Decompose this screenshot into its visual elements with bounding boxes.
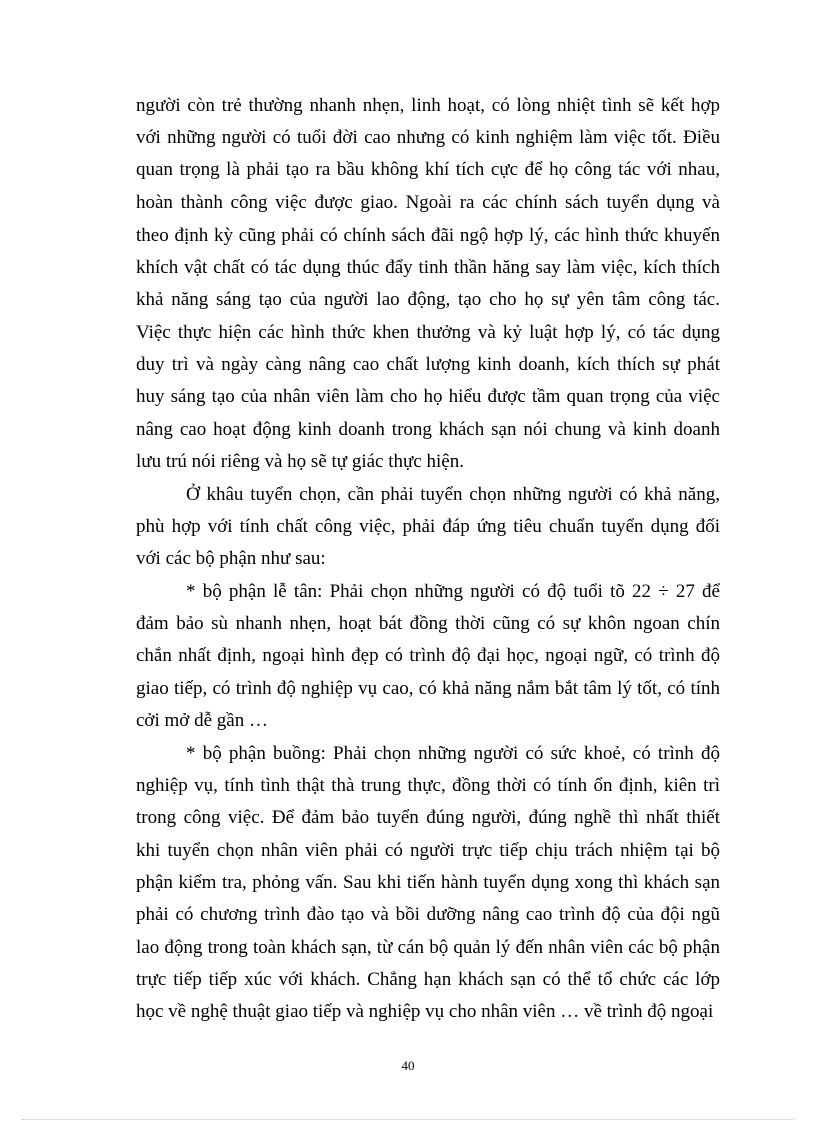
text-line: phải có chương trình đào tạo và bồi dưỡng nâng cao trình độ của đội ngũ (136, 904, 720, 925)
text-line: cởi mở dễ gần … (136, 710, 268, 731)
text-line: đảm bảo sù nhanh nhẹn, hoạt bát đồng thời cũng có sự khôn ngoan chín (136, 613, 720, 634)
text-line: với các bộ phận như sau: (136, 548, 326, 569)
text-line: trong công việc. Để đảm bảo tuyển đúng người, đúng nghề thì nhất thiết (136, 807, 720, 828)
text-line: khi tuyển chọn nhân viên phải có người trực tiếp chịu trách nhiệm tại bộ (136, 840, 720, 861)
text-line: * bộ phận buồng: Phải chọn những người có sức khoẻ, có trình độ (186, 743, 720, 764)
page-bottom-border (22, 1119, 794, 1120)
text-line: chắn nhất định, ngoại hình đẹp có trình độ đại học, ngoại ngữ, có trình độ (136, 645, 720, 666)
text-line: * bộ phận lễ tân: Phải chọn những người có độ tuổi tõ 22 ÷ 27 để (186, 581, 720, 602)
text-line: với những người có tuổi đời cao nhưng có kinh nghiệm làm việc tốt. Điều (136, 127, 720, 148)
text-line: theo định kỳ cũng phải có chính sách đãi ngộ hợp lý, các hình thức khuyến (136, 225, 720, 246)
text-line: hoàn thành công việc được giao. Ngoài ra các chính sách tuyển dụng và (136, 192, 720, 213)
text-line: lao động trong toàn khách sạn, từ cán bộ quản lý đến nhân viên các bộ phận (136, 937, 720, 958)
text-line: nâng cao hoạt động kinh doanh trong khách sạn nói chung và kinh doanh (136, 419, 720, 440)
text-line: phù hợp với tính chất công việc, phải đáp ứng tiêu chuẩn tuyển dụng đối (136, 516, 720, 537)
text-line: Việc thực hiện các hình thức khen thưởng và kỷ luật hợp lý, có tác dụng (136, 322, 720, 343)
text-line: khích vật chất có tác dụng thúc đẩy tinh thần hăng say làm việc, kích thích (136, 257, 720, 278)
text-line: nghiệp vụ, tính tình thật thà trung thực, đồng thời có tính ổn định, kiên trì (136, 775, 720, 796)
text-line: duy trì và ngày càng nâng cao chất lượng kinh doanh, kích thích sự phát (136, 354, 720, 375)
text-line: phận kiểm tra, phỏng vấn. Sau khi tiến hành tuyển dụng xong thì khách sạn (136, 872, 720, 893)
text-line: trực tiếp tiếp xúc với khách. Chẳng hạn khách sạn có thể tổ chức các lớp (136, 969, 720, 990)
page-number: 40 (401, 1058, 415, 1073)
text-line: người còn trẻ thường nhanh nhẹn, linh hoạt, có lòng nhiệt tình sẽ kết hợp (136, 95, 720, 116)
text-line: lưu trú nói riêng và họ sẽ tự giác thực hiện. (136, 451, 464, 472)
text-line: quan trọng là phải tạo ra bầu không khí tích cực để họ công tác với nhau, (136, 159, 720, 180)
text-line: Ở khâu tuyển chọn, cần phải tuyển chọn những người có khả năng, (186, 484, 720, 505)
text-line: giao tiếp, có trình độ nghiệp vụ cao, có khả năng nắm bắt tâm lý tốt, có tính (136, 678, 720, 699)
text-line: khả năng sáng tạo của người lao động, tạo cho họ sự yên tâm công tác. (136, 289, 720, 310)
text-line: học về nghệ thuật giao tiếp và nghiệp vụ cho nhân viên … về trình độ ngoại (136, 1001, 714, 1022)
text-line: huy sáng tạo của nhân viên làm cho họ hiểu được tầm quan trọng của việc (136, 386, 720, 407)
